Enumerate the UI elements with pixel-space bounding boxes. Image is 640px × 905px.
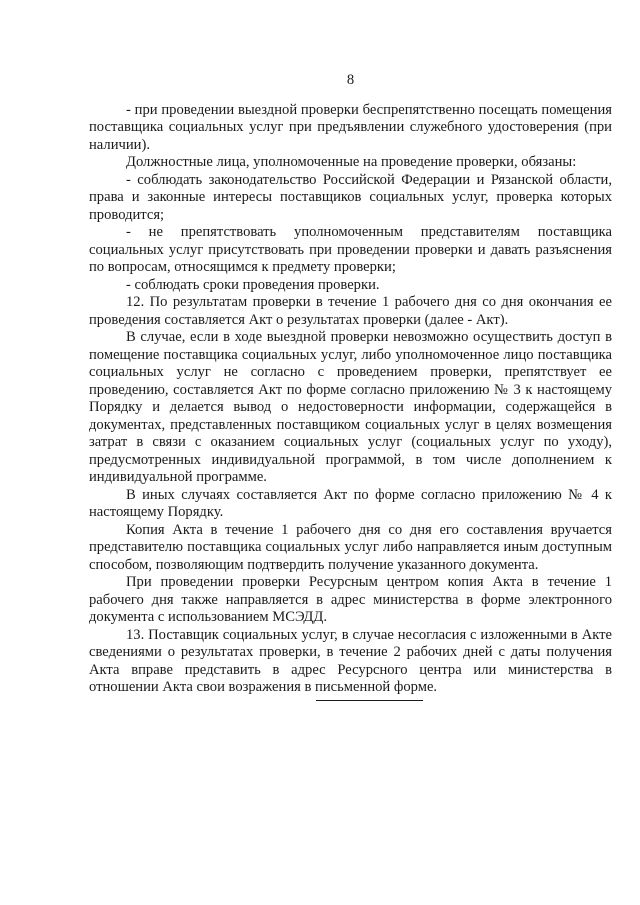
paragraph-observe-deadlines: - соблюдать сроки проведения проверки.	[126, 276, 380, 293]
paragraph-resource-center: При проведении проверки Ресурсным центром копия Акта в течение 1 рабочего дня также направляется в адрес министерства в форме электронного документа с использованием МСЭДД.	[89, 574, 612, 625]
paragraph-act-copy: Копия Акта в течение 1 рабочего дня со дня его составления вручается представителю поставщика социальных услуг либо направляется иным доступным способом, позволяющим подтвердить получение указанного документа.	[89, 521, 612, 573]
paragraph-item-12: 12. По результатам проверки в течение 1 рабочего дня со дня окончания ее проведения составляется Акт о результатах проверки (далее - Акт).	[89, 294, 612, 328]
paragraph-officials-obliged: Должностные лица, уполномоченные на проведение проверки, обязаны:	[126, 154, 577, 170]
end-divider-line	[316, 700, 423, 701]
paragraph-not-obstruct: - не препятствовать уполномоченным представителям поставщика социальных услуг присутствовать при проведении проверки и давать разъяснения по вопросам, относящимся к предмету проверки;	[89, 224, 612, 275]
page-number: 8	[346, 72, 355, 88]
paragraph-other-cases: В иных случаях составляется Акт по форме согласно приложению № 4 к настоящему Порядку.	[89, 486, 612, 520]
document-page	[89, 72, 612, 697]
paragraph-item-13: 13. Поставщик социальных услуг, в случае несогласия с изложенными в Акте сведениями о результатах проверки, в течение 2 рабочих дней с даты получения Акта вправе представить в адрес Ресурсного центра или министерства в отношении Акта свои возражения в письменной форме.	[89, 626, 612, 695]
paragraph-observe-legislation: - соблюдать законодательство Российской Федерации и Рязанской области, права и законные интересы поставщиков социальных услуг, проверка которых проводится;	[89, 171, 612, 223]
paragraph-access-impossible: В случае, если в ходе выездной проверки невозможно осуществить доступ в помещение поставщика социальных услуг, либо уполномоченное лицо поставщика социальных услуг не согласно с проведением проверки, препятствует ее проведению, составляется Акт по форме согласно приложению № 3 к настоящему Порядку и делается вывод о недостоверности информации, содержащейся в документах, представленных поставщиком социальных услуг в целях возмещения затрат в связи с оказанием социальных услуг (социальных услуг по уходу), предусмотренных индивидуальной программой, в том числе дополнением к индивидуальной программе.	[89, 329, 612, 485]
paragraph-visit-premises: - при проведении выездной проверки беспрепятственно посещать помещения поставщика социальных услуг при предъявлении служебного удостоверения (при наличии).	[89, 101, 612, 153]
